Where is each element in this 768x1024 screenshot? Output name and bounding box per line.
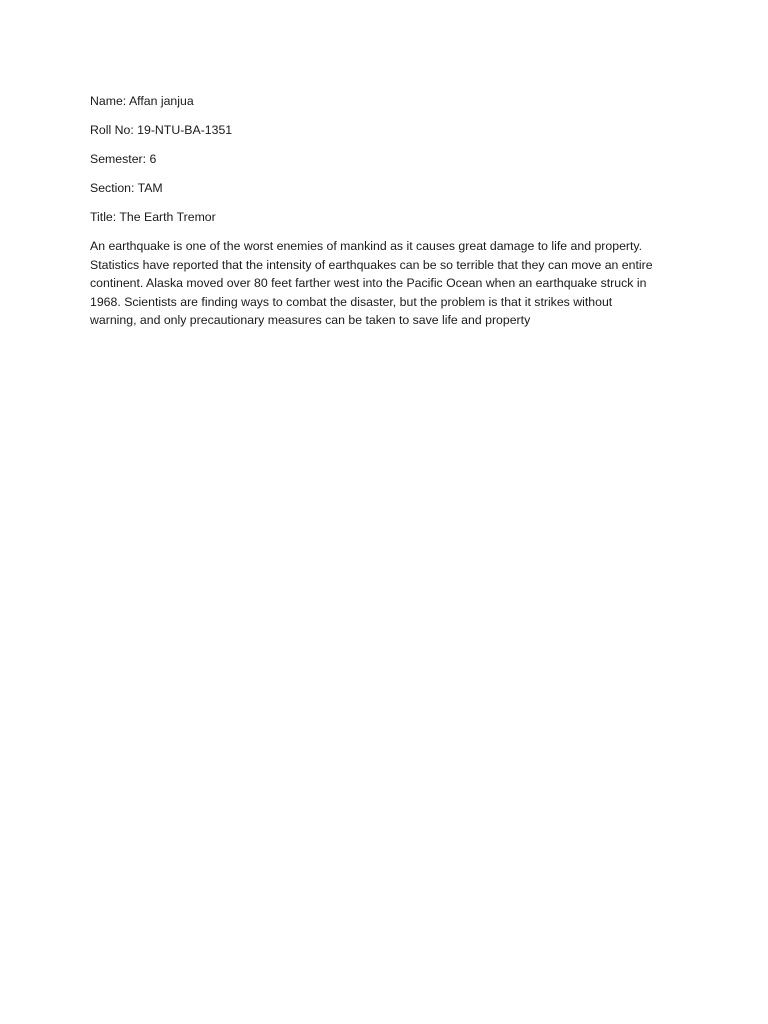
document-content	[90, 92, 690, 330]
semester-line: Semester: 6	[90, 152, 157, 166]
student-name-line: Name: Affan janjua	[90, 94, 194, 108]
essay-paragraph	[90, 237, 690, 330]
paragraph-line: Statistics have reported that the intensity of earthquakes can be so terrible that they can move an entire	[90, 257, 653, 272]
paragraph-line: warning, and only precautionary measures can be taken to save life and property	[90, 313, 531, 328]
paragraph-line: continent. Alaska moved over 80 feet farther west into the Pacific Ocean when an earthquake struck in	[90, 276, 647, 291]
paragraph-line: 1968. Scientists are finding ways to combat the disaster, but the problem is that it strikes without	[90, 294, 613, 309]
paragraph-line: An earthquake is one of the worst enemies of mankind as it causes great damage to life and property.	[90, 239, 643, 253]
roll-number-line: Roll No: 19-NTU-BA-1351	[90, 123, 233, 137]
title-line: Title: The Earth Tremor	[90, 210, 216, 224]
section-line: Section: TAM	[90, 181, 163, 195]
